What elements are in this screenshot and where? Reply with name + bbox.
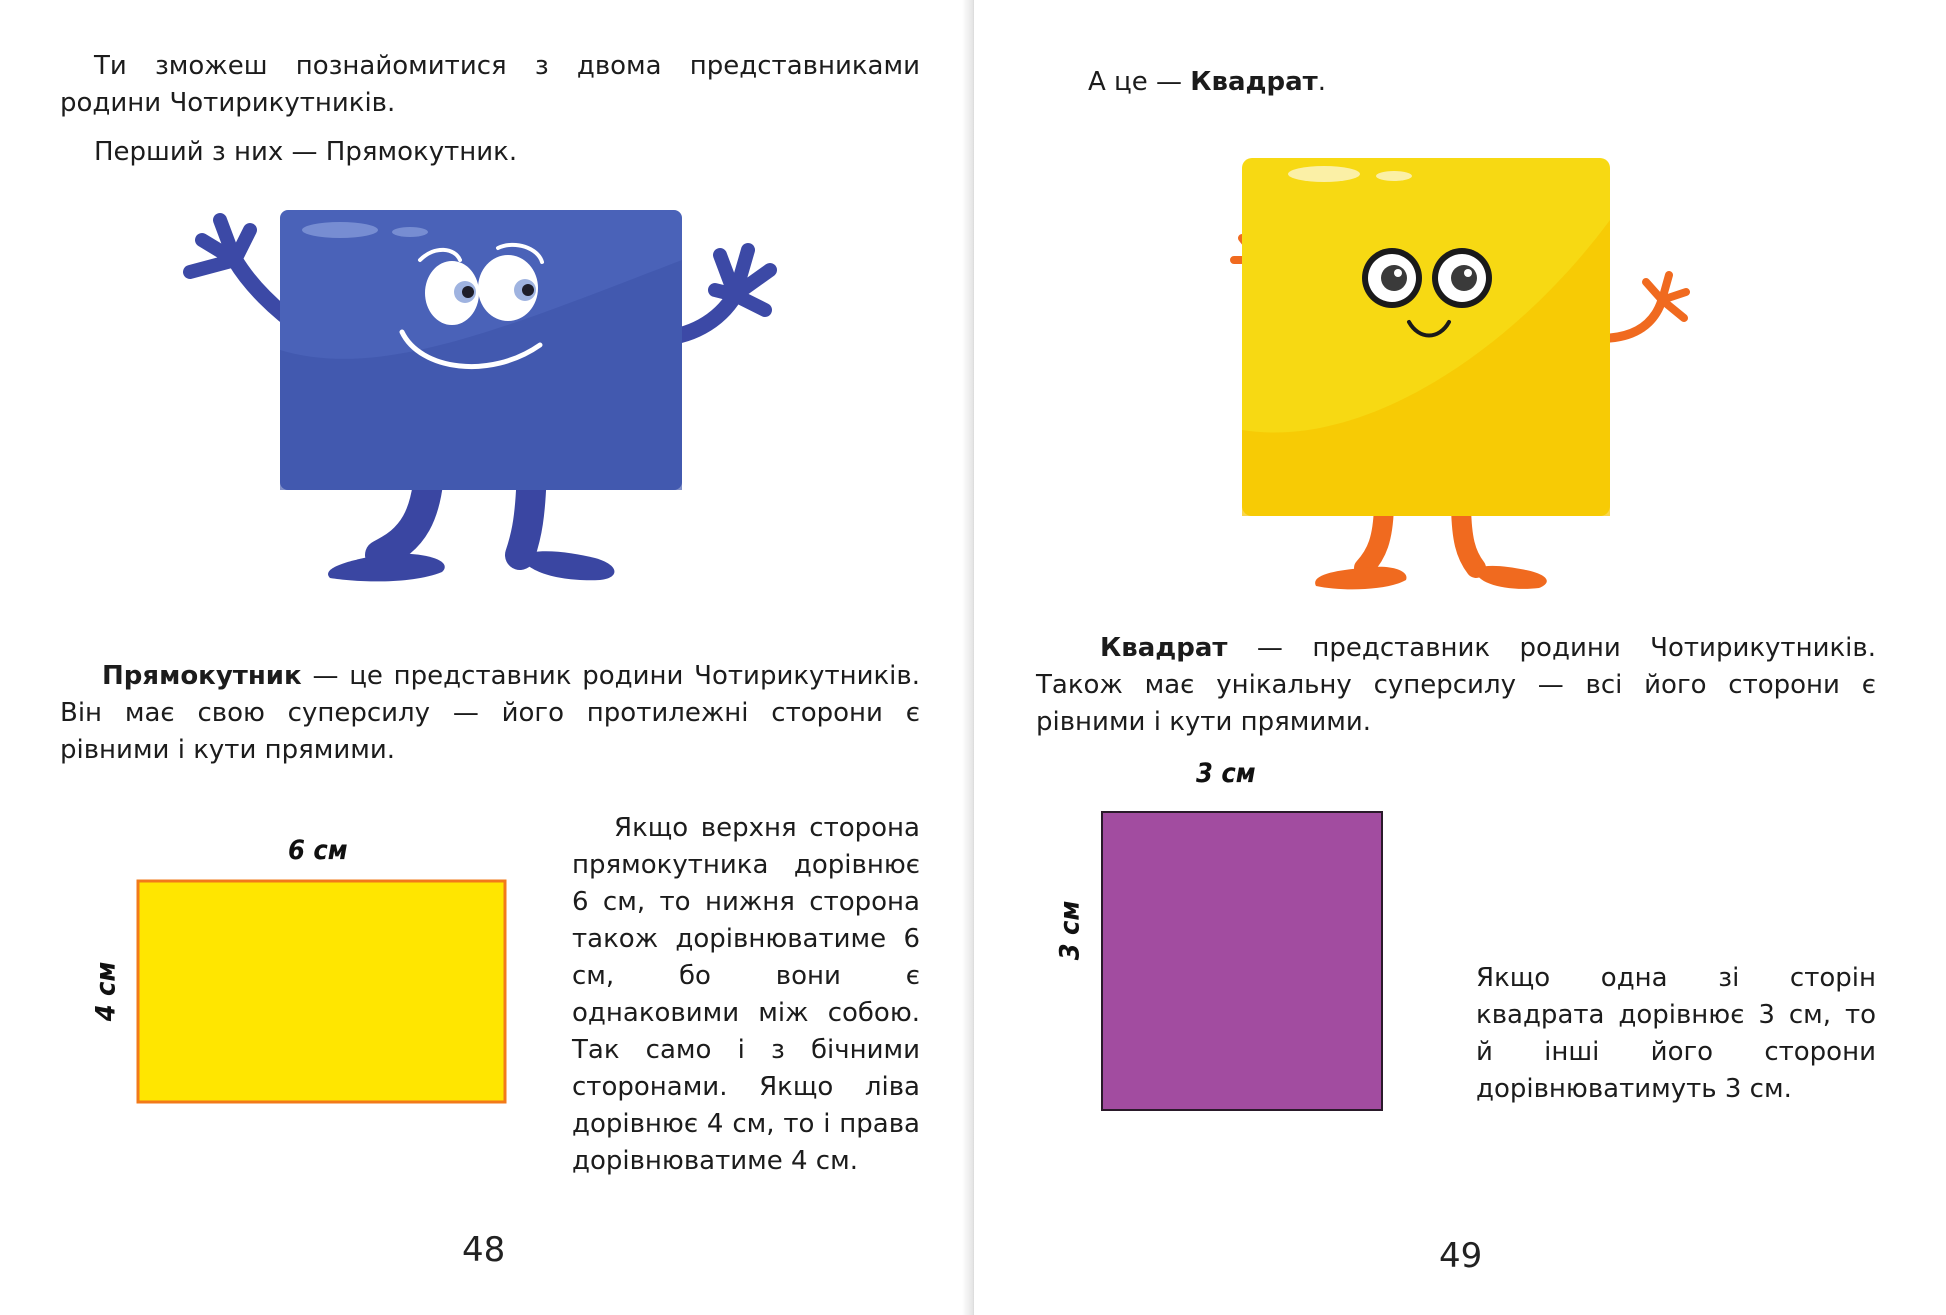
square-intro-suffix: . bbox=[1317, 67, 1327, 97]
square-side-dimension-label: 3 см bbox=[1054, 900, 1086, 961]
square-diagram bbox=[1100, 810, 1384, 1112]
square-top-dimension-label: 3 см bbox=[1196, 758, 1256, 789]
page-number: 48 bbox=[462, 1230, 506, 1270]
rectangle-side-dimension-label: 4 см bbox=[90, 961, 122, 1022]
rectangle-definition bbox=[60, 658, 920, 769]
square-intro-prefix: А це — bbox=[1088, 67, 1191, 97]
intro-paragraph: Ти зможеш познайомитися з двома представниками родини Чотирикутників. bbox=[60, 51, 920, 118]
square-explanation: Якщо одна зі сторін квадрата дорівнює 3 см, то й інші його сторони дорівнюватимуть 3 см. bbox=[1476, 963, 1876, 1104]
square-definition-text: — представник родини Чотирикутників. Також має унікальну суперсилу — всі його сторони є рівними і кути прямими. bbox=[1036, 633, 1876, 737]
square-term: Квадрат bbox=[1100, 633, 1228, 663]
rectangle-term: Прямокутник bbox=[102, 661, 302, 691]
rectangle-diagram bbox=[135, 878, 510, 1106]
square-intro bbox=[1088, 64, 1326, 101]
square-intro-term: Квадрат bbox=[1190, 67, 1318, 97]
rectangle-definition-text: — це представник родини Чотирикутників. Він має свою суперсилу — його протилежні сторони є рівними і кути прямими. bbox=[60, 661, 920, 765]
square-definition bbox=[1036, 630, 1876, 741]
rectangle-mascot-illustration bbox=[180, 200, 780, 610]
page-number: 49 bbox=[1439, 1236, 1483, 1276]
right-page bbox=[974, 0, 1946, 1315]
intro-first-sentence: Перший з них — Прямокутник. bbox=[94, 137, 518, 167]
square-mascot-illustration bbox=[1214, 150, 1694, 600]
rectangle-explanation: Якщо верхня сторона прямокутника дорівнює 6 см, то нижня сторона також дорівнюватиме 6 см, бо вони є однаковими між собою. Так само і з бічними сторонами. Якщо ліва дорівнює 4 см, то і права дорівнюватиме 4 см. bbox=[572, 813, 920, 1176]
left-page bbox=[0, 0, 972, 1315]
rectangle-top-dimension-label: 6 см bbox=[288, 835, 348, 866]
